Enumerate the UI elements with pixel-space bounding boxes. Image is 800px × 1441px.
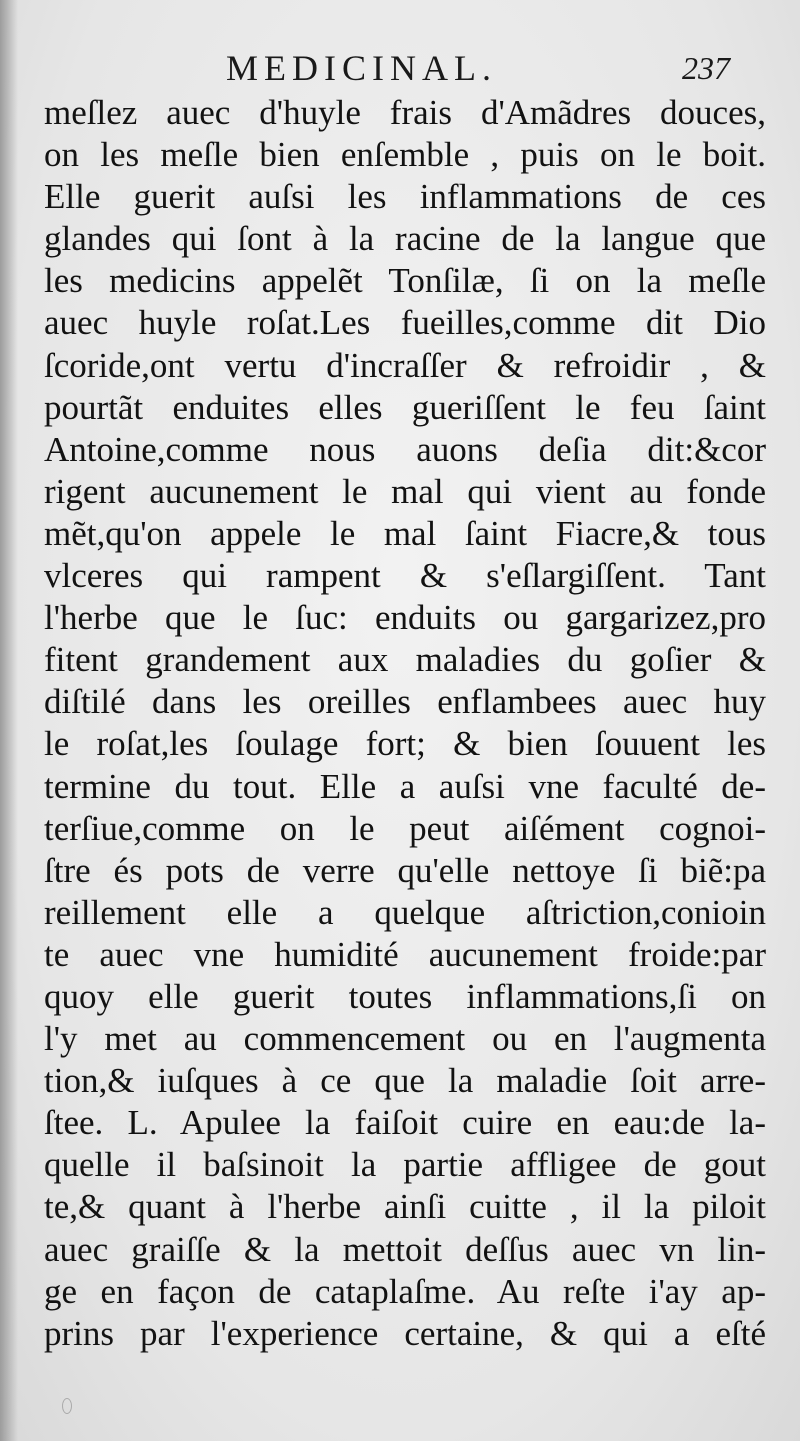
text-line: Antoine,comme nous auons deſia dit:&cor bbox=[44, 429, 766, 469]
spine-shadow bbox=[0, 0, 18, 1441]
text-line: glandes qui ſont à la racine de la langue que bbox=[44, 219, 766, 259]
text-line: vlceres qui rampent & s'eſlargiſſent. Tant bbox=[44, 556, 766, 596]
text-line: reillement elle a quelque aſtriction,conioin bbox=[44, 892, 766, 932]
text-line: termine du tout. Elle a auſsi vne faculté de- bbox=[44, 766, 766, 806]
text-line: quelle il baſsinoit la partie affligee de gout bbox=[44, 1145, 766, 1185]
text-line: mẽt,qu'on appele le mal ſaint Fiacre,& tous bbox=[44, 513, 766, 553]
text-line: prins par l'experience certaine, & qui a eſté bbox=[44, 1313, 766, 1353]
text-line: tion,& iuſques à ce que la maladie ſoit arre- bbox=[44, 1061, 766, 1101]
text-line: les medicins appelẽt Tonſilæ, ſi on la meſle bbox=[44, 261, 766, 301]
text-line: pourtãt enduites elles gueriſſent le feu ſaint bbox=[44, 387, 766, 427]
text-line: on les meſle bien enſemble , puis on le boit. bbox=[44, 135, 766, 175]
text-line: quoy elle guerit toutes inflammations,ſi on bbox=[44, 976, 766, 1016]
text-line: auec graiſſe & la mettoit deſſus auec vn lin- bbox=[44, 1229, 766, 1269]
text-line: le roſat,les ſoulage fort; & bien ſouuent les bbox=[44, 724, 766, 764]
text-line: diſtilé dans les oreilles enflambees auec huy bbox=[44, 682, 766, 722]
text-line: rigent aucunement le mal qui vient au fonde bbox=[44, 471, 766, 511]
text-line: auec huyle roſat.Les fueilles,comme dit Dio bbox=[44, 303, 766, 343]
page-number: 237 bbox=[682, 50, 730, 86]
text-line: te auec vne humidité aucunement froide:par bbox=[44, 934, 766, 974]
text-line: te,& quant à l'herbe ainſi cuitte , il la piloit bbox=[44, 1187, 766, 1227]
text-line: ge en façon de cataplaſme. Au reſte i'ay ap- bbox=[44, 1271, 766, 1311]
text-line: ſtee. L. Apulee la faiſoit cuire en eau:de la- bbox=[44, 1103, 766, 1143]
text-line: Elle guerit auſsi les inflammations de ces bbox=[44, 177, 766, 217]
text-line: ſcoride,ont vertu d'incraſſer & refroidir , & bbox=[44, 345, 766, 385]
running-title: MEDICINAL. bbox=[226, 48, 497, 88]
text-line: meſlez auec d'huyle frais d'Amãdres douces, bbox=[44, 93, 766, 132]
text-line: l'y met au commencement ou en l'augmenta bbox=[44, 1019, 766, 1059]
text-line: ſtre és pots de verre qu'elle nettoye ſi biẽ:pa bbox=[44, 850, 766, 890]
paper-blemish bbox=[62, 1398, 72, 1414]
text-line: terſiue,comme on le peut aiſément cognoi- bbox=[44, 808, 766, 848]
text-line: fitent grandement aux maladies du goſier & bbox=[44, 640, 766, 680]
text-line: l'herbe que le ſuc: enduits ou gargarizez,pro bbox=[44, 598, 766, 638]
body-text bbox=[44, 92, 766, 1355]
page-header bbox=[0, 46, 800, 90]
